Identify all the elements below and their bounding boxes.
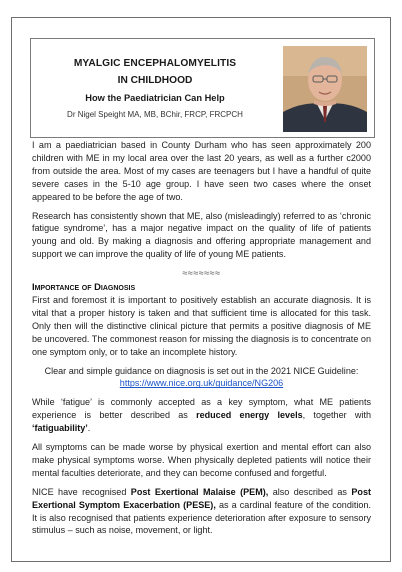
fatigue-text-d: . (87, 423, 91, 434)
nice-guideline-link[interactable]: https://www.nice.org.uk/guidance/NG206 (119, 378, 284, 389)
author-credit: Dr Nigel Speight MA, MB, BChir, FRCP, FRCPCH (67, 110, 243, 119)
fatigue-paragraph (32, 396, 371, 435)
subtitle: How the Paediatrician Can Help (85, 93, 225, 103)
pem-paragraph (32, 486, 371, 538)
research-paragraph: Research has consistently shown that ME, also (misleadingly) referred to as ‘chronic fatigue syndrome’, has a major negative impact on the quality of life of patients young and old. By making a diagnosis and offering appropriate management and support we can improve the quality of life of young ME patients. (32, 210, 371, 260)
diagnosis-paragraph: First and foremost it is important to positively establish an accurate diagnosis. It is vital that a proper history is taken and that sufficient time is allocated for this task. Only then will the distinctive clinical picture that permits a positive diagnosis of ME be uncovered. The commonest reason for missing the diagnosis is to concentrate on one symptom only, or to take an incomplete history. (32, 294, 371, 357)
nice-guidance-paragraph (32, 365, 371, 391)
title-line-1: MYALGIC ENCEPHALOMYELITIS (73, 58, 237, 69)
title-line-2: IN CHILDHOOD (117, 75, 193, 86)
fatigue-text-a: While ‘fatigue’ is commonly accepted as a key symptom, what ME patients experience is better described as (32, 397, 371, 421)
pem-text-c: also described as (268, 486, 352, 497)
header-box (30, 38, 375, 138)
separator: ≈≈≈≈≈≈≈ (182, 268, 221, 279)
pem-text-a: NICE have recognised (32, 486, 131, 497)
pese-emphasis: Post Exertional Symptom Exacerbation (PESE), (32, 486, 371, 510)
fatigue-text-c: , together with (302, 410, 371, 421)
section-heading: Importance of Diagnosis (32, 281, 136, 293)
pem-emphasis: Post Exertional Malaise (PEM), (130, 486, 269, 497)
fatiguability-emphasis: ‘fatiguability’ (32, 423, 88, 434)
title-block (31, 55, 279, 122)
pem-text-d: as a cardinal feature of the condition. It is also recognised that patients experience deterioration after exposure to sensory stimulus – such as noise, movement, or light. (32, 499, 371, 536)
reduced-energy-emphasis: reduced energy levels (196, 410, 303, 421)
exertion-paragraph: All symptoms can be made worse by physical exertion and mental effort can also make physical symptoms worse. When physically depleted patients will notice their mental faculties deteriorate, and they can become confused and forgetful. (32, 442, 371, 478)
article-body (32, 139, 371, 543)
author-photo (283, 46, 367, 132)
nice-guidance-text: Clear and simple guidance on diagnosis is set out in the 2021 NICE Guideline: (44, 365, 359, 376)
intro-paragraph: I am a paediatrician based in County Durham who has seen approximately 200 children with ME in my local area over the last 20 years, as well as a further c2000 from outside the area. Most of my cases are teenagers but I have a handful of quite severe cases in the 5-10 age group. I have seen two cases where the onset appeared to be before the age of two. (32, 140, 371, 202)
